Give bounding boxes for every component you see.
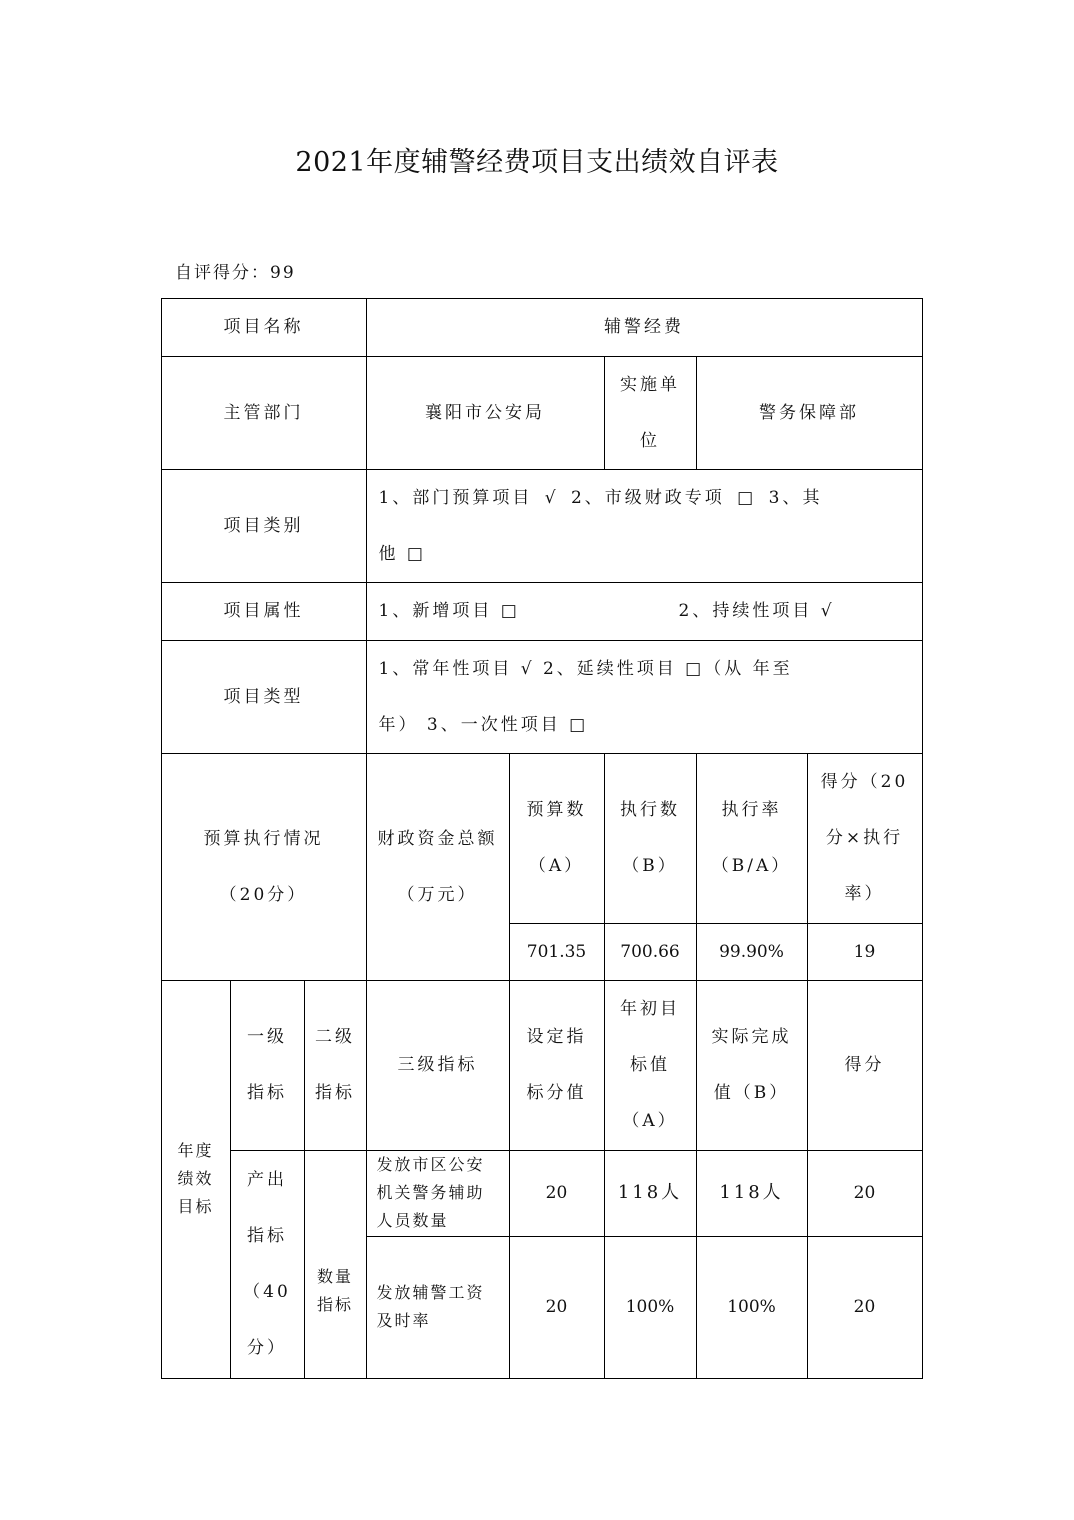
annual-target-line2: 绩效 — [177, 1169, 214, 1188]
attribute-opt-continuing: 2、持续性项目 √ — [678, 601, 835, 621]
dept-value: 襄阳市公安局 — [366, 356, 605, 470]
annual-target-label — [161, 980, 231, 1379]
category-line1: 1、部门预算项目 √ 2、市级财政专项 □ 3、其 — [378, 487, 823, 508]
dept-label: 主管部门 — [161, 356, 367, 470]
category-label: 项目类别 — [161, 469, 367, 583]
impl-unit-value: 警务保障部 — [696, 356, 923, 470]
col-rate-line1: 执行率 — [721, 800, 782, 820]
budget-exec-label-line2: （20分） — [219, 884, 308, 905]
type-label: 项目类型 — [161, 640, 367, 754]
col-score-header — [807, 753, 923, 924]
evaluation-table — [161, 298, 923, 1379]
h-level1: 一级 指标 — [230, 980, 305, 1151]
table-row-set-value: 20 — [509, 1150, 605, 1237]
impl-unit-label-line1: 实施单 — [620, 374, 680, 395]
type-line2: 年） 3、一次性项目 □ — [378, 714, 589, 735]
impl-unit-label-line2: 位 — [640, 430, 660, 451]
table-row-target: 100% — [604, 1236, 697, 1379]
col-score-line2: 分×执行 — [825, 828, 904, 848]
h-level3: 三级指标 — [366, 980, 510, 1151]
category-line2: 他 □ — [378, 543, 426, 564]
type-line1: 1、常年性项目 √ 2、延续性项目 □（从 年至 — [378, 658, 793, 679]
attribute-label: 项目属性 — [161, 582, 367, 641]
table-row-indicator: 发放辅警工资及时率 — [366, 1236, 510, 1379]
table-row-score: 20 — [807, 1236, 923, 1379]
exec-value: 700.66 — [604, 923, 697, 981]
budget-exec-label — [161, 753, 367, 981]
output-indicator: 产出 指标 （40 分） — [230, 1150, 305, 1379]
fund-total-label-line1: 财政资金总额 — [377, 828, 498, 849]
h-actual: 实际完成 值（B） — [696, 980, 808, 1151]
category-options — [366, 469, 923, 583]
table-row-set-value: 20 — [509, 1236, 605, 1379]
budget-value: 701.35 — [509, 923, 605, 981]
impl-unit-label — [604, 356, 697, 470]
fund-total-label — [366, 753, 510, 981]
budget-score-value: 19 — [807, 923, 923, 981]
type-options — [366, 640, 923, 754]
project-name-label: 项目名称 — [161, 298, 367, 357]
h-score: 得分 — [807, 980, 923, 1151]
col-budget-line2: （A） — [528, 856, 585, 876]
table-row-actual: 118人 — [696, 1150, 808, 1237]
annual-target-line3: 目标 — [177, 1197, 214, 1216]
col-exec-header — [604, 753, 697, 924]
project-name-value: 辅警经费 — [366, 298, 923, 357]
fund-total-label-line2: （万元） — [397, 884, 478, 905]
page-title: 2021年度辅警经费项目支出绩效自评表 — [295, 147, 779, 178]
table-row-indicator: 发放市区公安机关警务辅助人员数量 — [366, 1150, 510, 1237]
attribute-options — [366, 582, 923, 641]
h-level2: 二级 指标 — [304, 980, 367, 1151]
h-set-value: 设定指 标分值 — [509, 980, 605, 1151]
col-budget-line1: 预算数 — [526, 800, 587, 820]
col-rate-line2: （B/A） — [711, 856, 792, 876]
table-row-target: 118人 — [604, 1150, 697, 1237]
col-exec-line2: （B） — [622, 856, 678, 876]
col-rate-header — [696, 753, 808, 924]
rate-value: 99.90% — [696, 923, 808, 981]
quantity-indicator: 数量 指标 — [304, 1150, 367, 1379]
col-exec-line1: 执行数 — [620, 800, 680, 820]
self-score: 自评得分：99 — [175, 263, 296, 283]
h-target: 年初目 标值 （A） — [604, 980, 697, 1151]
col-score-line1: 得分（20 — [820, 772, 909, 792]
table-row-actual: 100% — [696, 1236, 808, 1379]
budget-exec-label-line1: 预算执行情况 — [203, 828, 324, 849]
annual-target-line1: 年度 — [177, 1141, 214, 1160]
attribute-opt-new: 1、新增项目 □ — [378, 601, 520, 621]
col-budget-header — [509, 753, 605, 924]
table-row-score: 20 — [807, 1150, 923, 1237]
col-score-line3: 率） — [844, 884, 885, 904]
